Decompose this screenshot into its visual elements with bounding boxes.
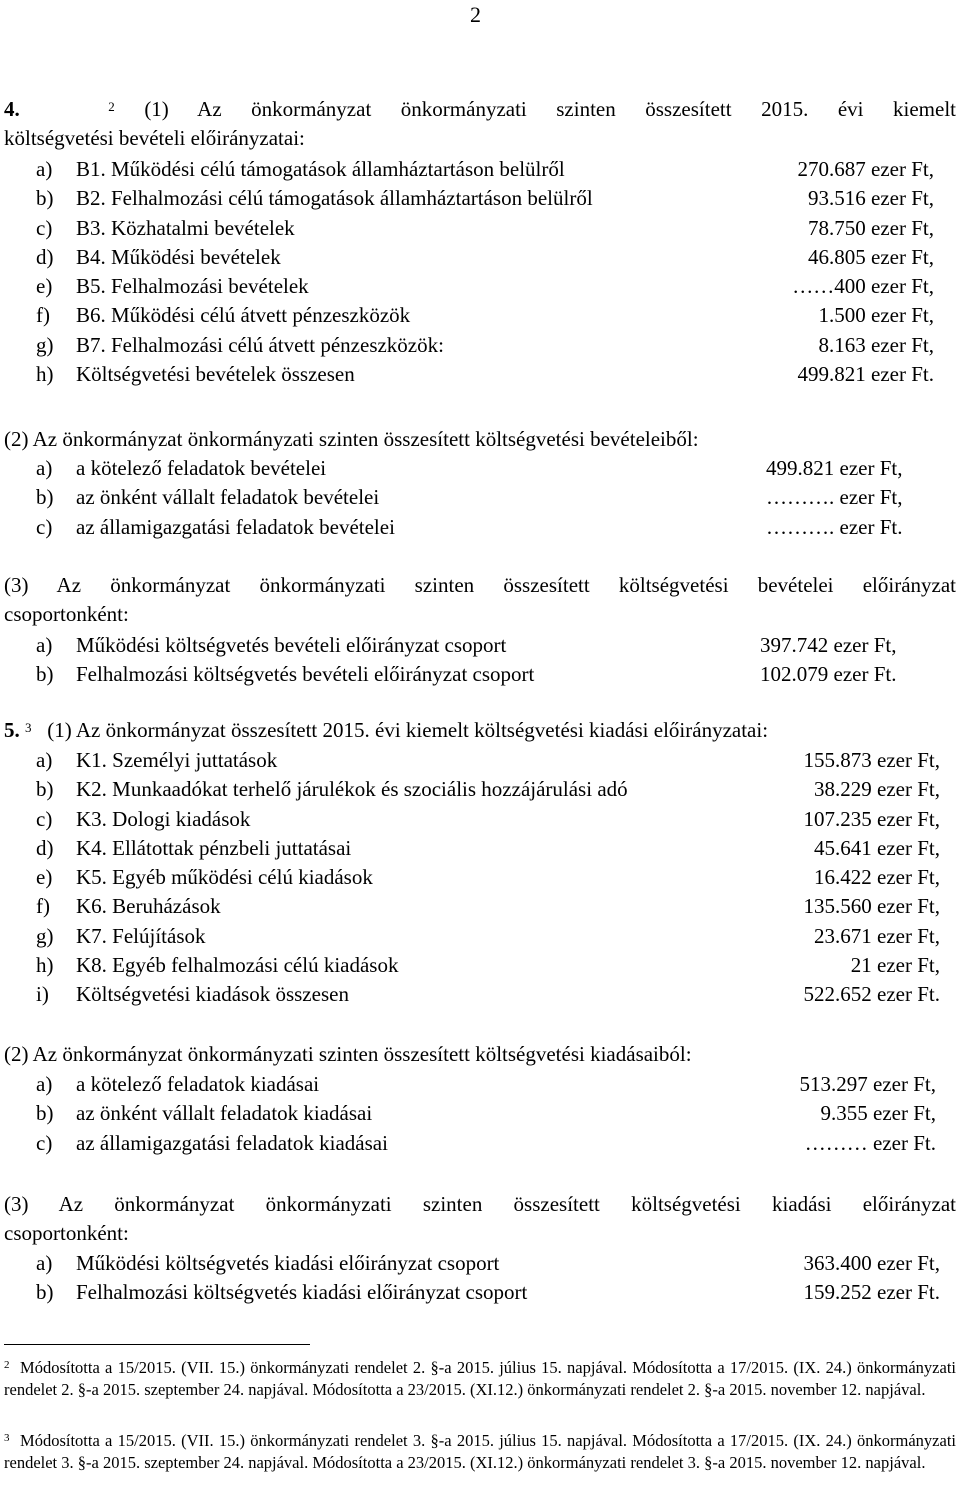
list-letter: b) [36, 662, 54, 687]
item-label: K3. Dologi kiadások [76, 806, 251, 831]
item-label: Működési költségvetés bevételi előirányzat csoport [76, 633, 507, 657]
footnote-2 [4, 1357, 956, 1400]
list-item [4, 184, 956, 213]
item-amount: 499.821 ezer Ft, [766, 456, 903, 480]
list-item [4, 805, 956, 834]
list-item [4, 483, 956, 512]
item-label: B3. Közhatalmi bevételek [76, 215, 295, 240]
item-amount: 21 ezer Ft, [850, 953, 940, 978]
list-letter: e) [36, 274, 53, 299]
item-amount: 513.297 ezer Ft, [799, 1072, 936, 1096]
item-amount: 499.821 ezer Ft. [797, 362, 934, 387]
item-label: Költségvetési bevételek összesen [76, 362, 355, 387]
list-item [4, 980, 956, 1009]
item-label: K8. Egyéb felhalmozási célú kiadások [76, 953, 399, 978]
item-label: B2. Felhalmozási célú támogatások államháztartáson belülről [76, 186, 593, 211]
item-amount: 102.079 ezer Ft. [760, 662, 897, 687]
item-label: K5. Egyéb működési célú kiadások [76, 865, 373, 890]
list-letter: d) [36, 244, 54, 269]
item-amount: 363.400 ezer Ft, [803, 1251, 940, 1275]
footnote-3-number: 3 [4, 1432, 10, 1444]
section-4-paragraph-2: (2) Az önkormányzat önkormányzati szinten összesített költségvetési bevételeiből: [4, 427, 699, 451]
section-5-paragraph-3 [4, 1190, 956, 1249]
item-label: Működési költségvetés kiadási előirányzat csoport [76, 1251, 500, 1275]
list-letter: d) [36, 835, 54, 860]
list-item [4, 834, 956, 863]
list-letter: c) [36, 215, 53, 240]
item-label: Felhalmozási költségvetés bevételi előirányzat csoport [76, 662, 535, 687]
item-label: Felhalmozási költségvetés kiadási előirányzat csoport [76, 1280, 528, 1305]
section-4-number: 4. [4, 97, 20, 121]
list-letter: b) [36, 186, 54, 211]
item-amount: 93.516 ezer Ft, [808, 186, 934, 211]
list-letter: e) [36, 865, 53, 890]
section-4-p3-list [4, 631, 956, 690]
item-amount: ………. ezer Ft. [766, 514, 903, 539]
section-4-p1-list [4, 155, 956, 389]
footnote-separator [4, 1344, 310, 1345]
section-5-p1-list [4, 746, 956, 1010]
item-amount: 78.750 ezer Ft, [808, 215, 934, 240]
list-letter: a) [36, 1072, 53, 1096]
footnote-2-number: 2 [4, 1359, 10, 1371]
item-amount: 38.229 ezer Ft, [814, 777, 940, 802]
section-4-paragraph-1 [4, 95, 956, 154]
item-amount: ………. ezer Ft, [766, 485, 903, 510]
item-amount: 270.687 ezer Ft, [797, 157, 934, 181]
item-amount: 23.671 ezer Ft, [814, 923, 940, 948]
item-label: K4. Ellátottak pénzbeli juttatásai [76, 835, 352, 860]
list-item [4, 775, 956, 804]
list-letter: b) [36, 485, 54, 510]
list-letter: b) [36, 777, 54, 802]
item-label: B7. Felhalmozási célú átvett pénzeszközök: [76, 332, 444, 357]
list-item [4, 863, 956, 892]
list-item [4, 272, 956, 301]
item-amount: ……… ezer Ft. [804, 1130, 936, 1155]
item-label: az államigazgatási feladatok kiadásai [76, 1130, 388, 1155]
section-5-p2-list [4, 1070, 956, 1158]
page-number: 2 [470, 2, 481, 27]
list-letter: g) [36, 332, 54, 357]
section-5-p3-line-2: csoportonként: [4, 1221, 129, 1246]
item-label: B4. Működési bevételek [76, 244, 281, 269]
list-letter: a) [36, 456, 53, 480]
item-label: K7. Felújítások [76, 923, 206, 948]
item-label: a kötelező feladatok bevételei [76, 456, 327, 480]
item-label: K2. Munkaadókat terhelő járulékok és szociális hozzájárulási adó [76, 777, 628, 802]
item-amount: 522.652 ezer Ft. [803, 982, 940, 1007]
list-item [4, 360, 956, 389]
list-letter: c) [36, 514, 53, 539]
item-amount: 159.252 ezer Ft. [803, 1280, 940, 1305]
item-amount: 45.641 ezer Ft, [814, 835, 940, 860]
list-item [4, 892, 956, 921]
section-5-p3-line-1: (3) Az önkormányzat önkormányzati szinten összesített költségvetési kiadási előirányzat [4, 1192, 956, 1216]
item-label: a kötelező feladatok kiadásai [76, 1072, 320, 1096]
list-item [4, 631, 956, 660]
list-item [4, 243, 956, 272]
list-letter: a) [36, 748, 53, 772]
list-letter: i) [36, 982, 49, 1007]
list-item [4, 1129, 956, 1158]
section-4-p2-list [4, 454, 956, 542]
section-4-p3-line-1: (3) Az önkormányzat önkormányzati szinten összesített költségvetési bevételei előirányzat [4, 573, 956, 597]
item-amount: 155.873 ezer Ft, [803, 748, 940, 772]
list-item [4, 155, 956, 184]
list-letter: f) [36, 894, 50, 919]
item-amount: 1.500 ezer Ft, [818, 303, 934, 328]
list-letter: b) [36, 1101, 54, 1126]
list-item [4, 1099, 956, 1128]
item-amount: 135.560 ezer Ft, [803, 894, 940, 919]
list-letter: h) [36, 953, 54, 978]
list-item [4, 454, 956, 483]
item-amount: 8.163 ezer Ft, [818, 332, 934, 357]
footnote-3 [4, 1430, 956, 1473]
item-amount: 397.742 ezer Ft, [760, 633, 897, 657]
list-letter: a) [36, 1251, 53, 1275]
list-letter: b) [36, 1280, 54, 1305]
item-label: B1. Működési célú támogatások államháztartáson belülről [76, 157, 565, 181]
list-item [4, 301, 956, 330]
item-amount: 46.805 ezer Ft, [808, 244, 934, 269]
list-item [4, 331, 956, 360]
list-letter: h) [36, 362, 54, 387]
section-4-p1-text: (1) Az önkormányzat önkormányzati szinten összesített 2015. évi kiemelt [144, 97, 956, 121]
item-label: K6. Beruházások [76, 894, 221, 919]
list-item [4, 1070, 956, 1099]
list-item [4, 660, 956, 689]
item-amount: ……400 ezer Ft, [792, 274, 934, 299]
list-item [4, 1278, 956, 1307]
section-4-line-1 [4, 95, 956, 124]
list-item [4, 951, 956, 980]
section-5-number: 5. [4, 718, 20, 742]
section-5-paragraph-1 [4, 716, 956, 745]
item-amount: 16.422 ezer Ft, [814, 865, 940, 890]
item-label: B5. Felhalmozási bevételek [76, 274, 309, 299]
section-4-p1-text-cont: költségvetési bevételi előirányzatai: [4, 126, 305, 151]
section-4-p3-line-2: csoportonként: [4, 602, 129, 627]
item-amount: 107.235 ezer Ft, [803, 806, 940, 831]
list-letter: a) [36, 157, 53, 181]
footnote-ref-3[interactable]: 3 [25, 720, 32, 735]
item-amount: 9.355 ezer Ft, [820, 1101, 936, 1126]
list-item [4, 746, 956, 775]
section-4-paragraph-3 [4, 571, 956, 630]
list-item [4, 922, 956, 951]
item-label: az önként vállalt feladatok bevételei [76, 485, 380, 510]
footnote-2-text: Módosította a 15/2015. (VII. 15.) önkormányzati rendelet 2. §-a 2015. július 15. napjával. Módosította a 17/2015. (IX. 24.) önkormányzati rendelet 2. §-a 2015. szeptember 24. napjával. Módosította a 23/2015. (XI.12.) önkormányzati rendelet 2. §-a 2015. november 12. napjával. [4, 1358, 957, 1399]
list-letter: c) [36, 1130, 53, 1155]
list-letter: g) [36, 923, 54, 948]
section-5-paragraph-2: (2) Az önkormányzat önkormányzati szinten összesített költségvetési kiadásaiból: [4, 1042, 692, 1066]
list-letter: c) [36, 806, 53, 831]
footnote-ref-2[interactable]: 2 [108, 99, 115, 114]
item-label: az államigazgatási feladatok bevételei [76, 514, 395, 539]
section-5-p3-list [4, 1249, 956, 1308]
footnote-3-text: Módosította a 15/2015. (VII. 15.) önkormányzati rendelet 3. §-a 2015. július 15. napjával. Módosította a 17/2015. (IX. 24.) önkormányzati rendelet 3. §-a 2015. szeptember 24. napjával. Módosította a 23/2015. (XI.12.) önkormányzati rendelet 3. §-a 2015. november 12. napjával. [4, 1431, 957, 1472]
list-item [4, 513, 956, 542]
item-label: Költségvetési kiadások összesen [76, 982, 349, 1007]
list-item [4, 214, 956, 243]
list-letter: a) [36, 633, 53, 657]
item-label: K1. Személyi juttatások [76, 748, 278, 772]
list-item [4, 1249, 956, 1278]
item-label: B6. Működési célú átvett pénzeszközök [76, 303, 411, 328]
item-label: az önként vállalt feladatok kiadásai [76, 1101, 373, 1126]
list-letter: f) [36, 303, 50, 328]
section-5-p1-text: (1) Az önkormányzat összesített 2015. évi kiemelt költségvetési kiadási előirányzatai: [47, 718, 769, 742]
